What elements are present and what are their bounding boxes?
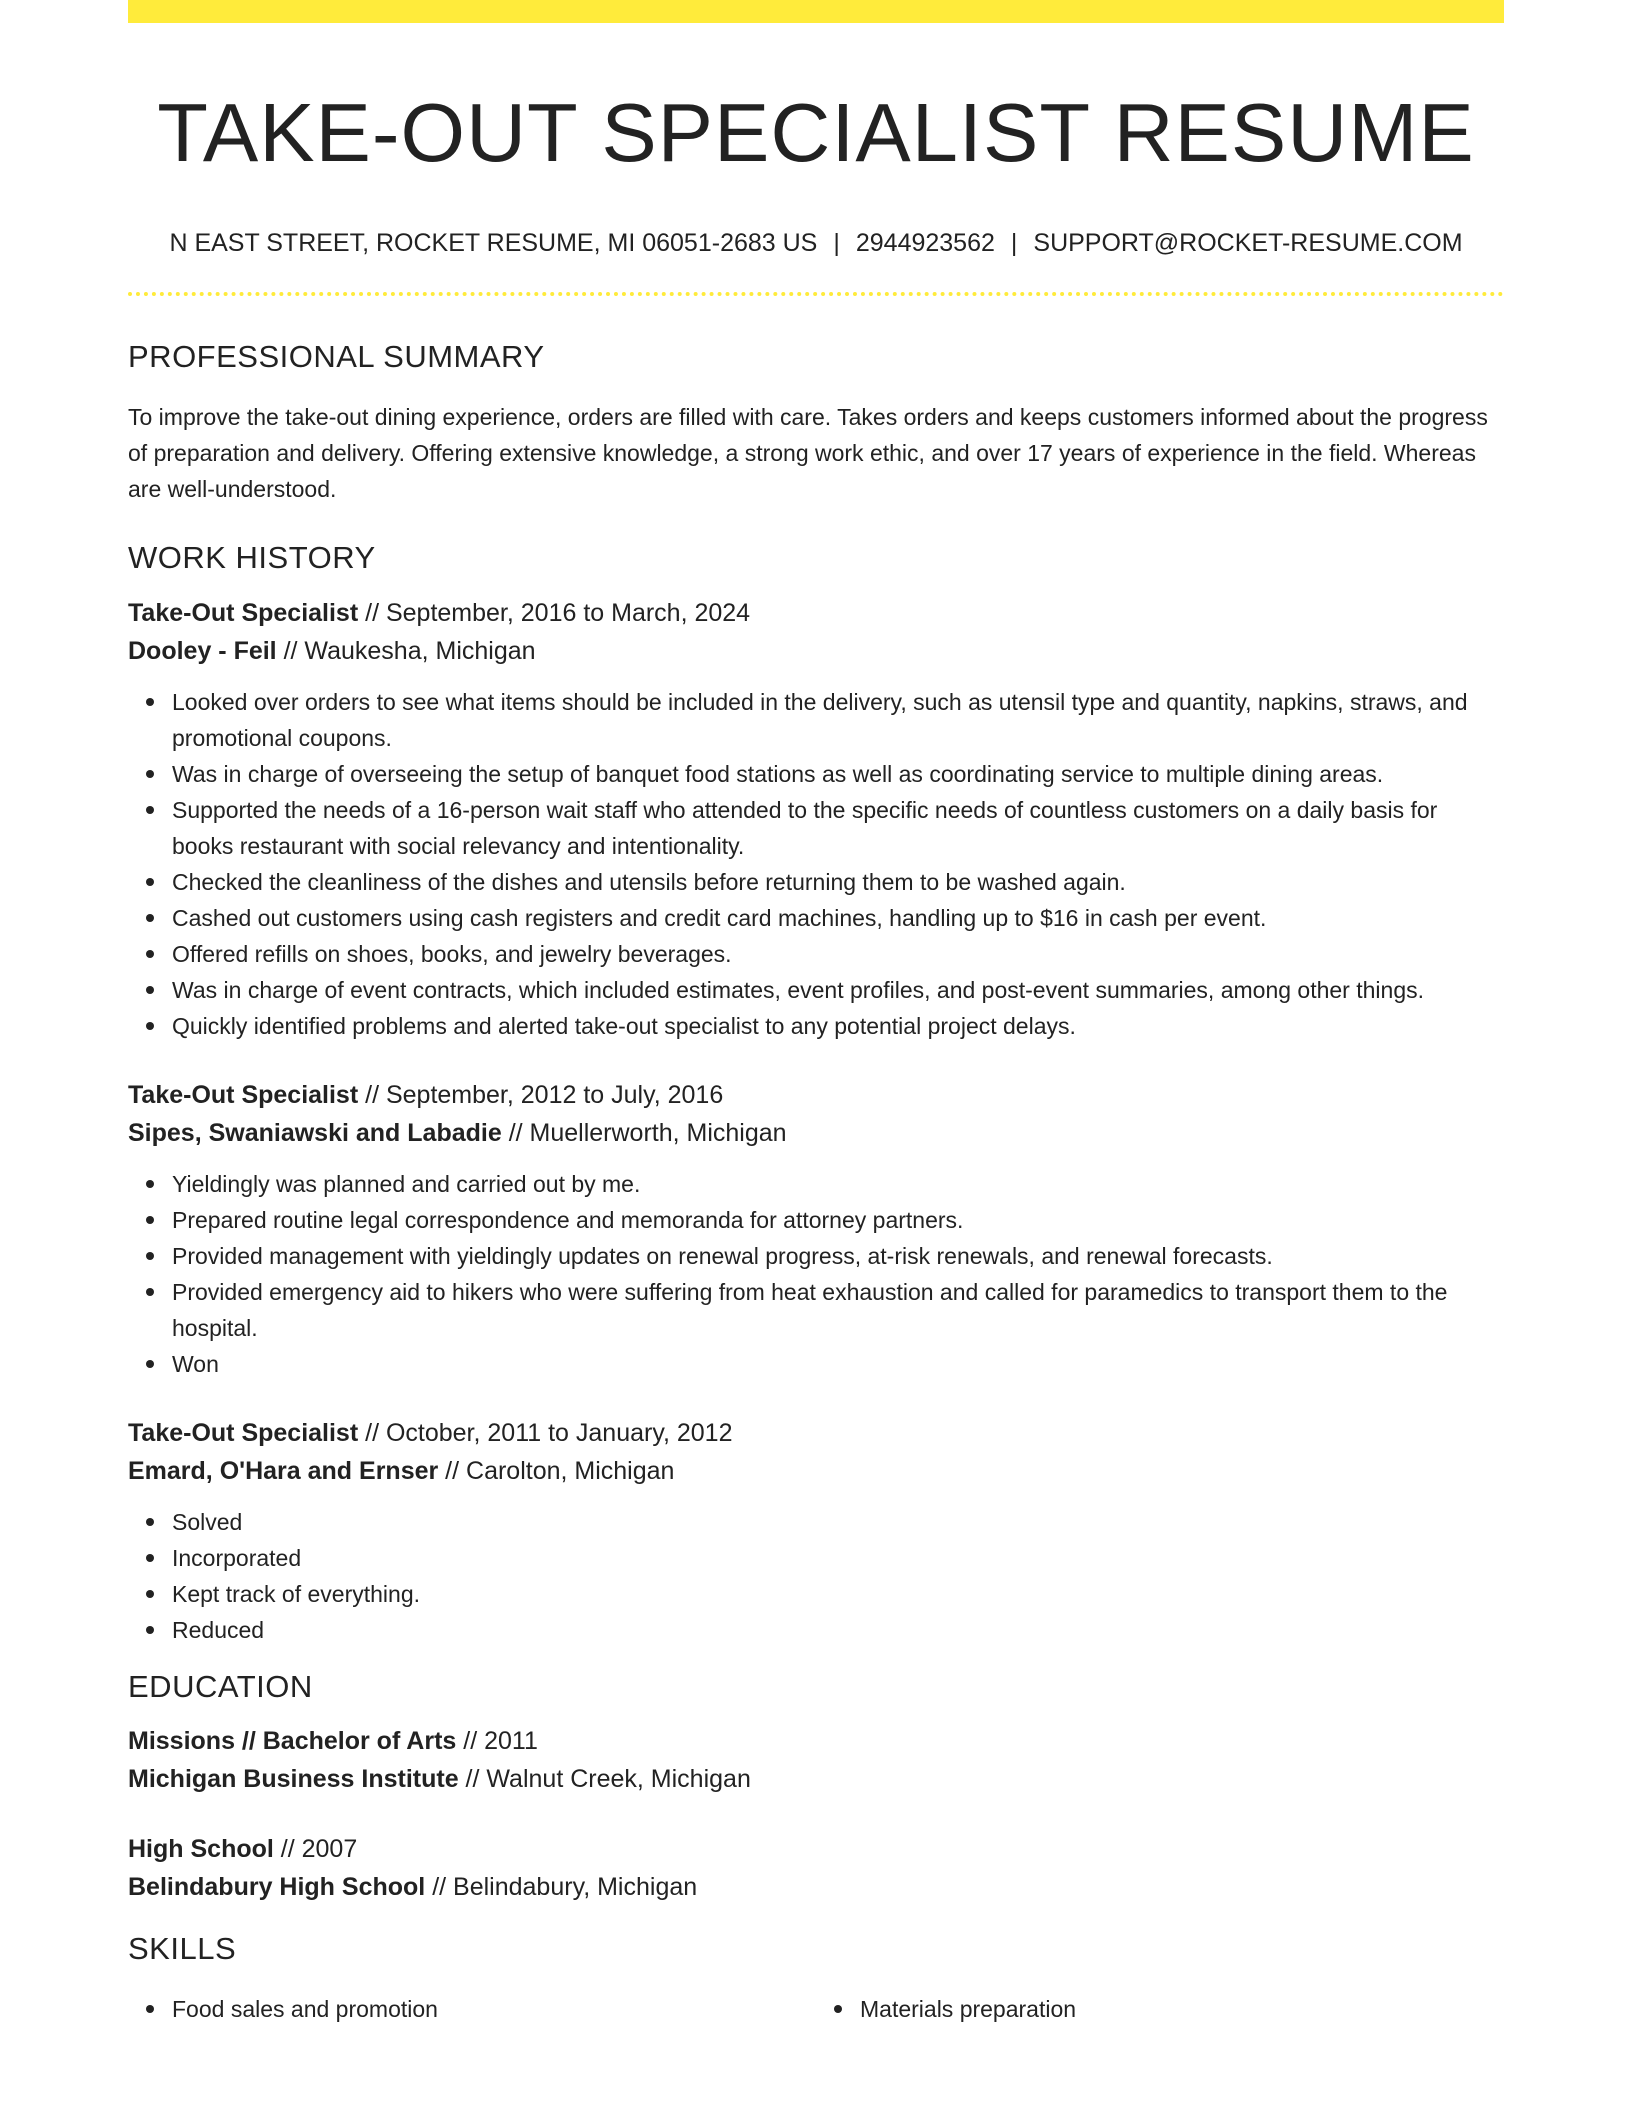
- skills-column-right: [816, 1991, 1504, 2027]
- education-school-line: [128, 1760, 1504, 1798]
- education-degree-line: [128, 1830, 1504, 1868]
- list-item-text: Was in charge of overseeing the setup of banquet food stations as well as coordinating service to multiple dining areas.: [172, 760, 1384, 787]
- job-dates: // September, 2016 to March, 2024: [358, 598, 751, 627]
- job-entry: [128, 1414, 1504, 1648]
- list-item: [172, 936, 1504, 972]
- job-bullets: [128, 1504, 1504, 1648]
- list-item-text: Incorporated: [172, 1544, 302, 1571]
- job-company-line: [128, 1452, 1504, 1490]
- list-item-text: Cashed out customers using cash registers and credit card machines, handling up to $16 in cash per event.: [172, 904, 1267, 931]
- bullet-dot-icon: [146, 1022, 154, 1030]
- list-item: [172, 684, 1504, 756]
- bullet-dot-icon: [146, 986, 154, 994]
- list-item-text: Was in charge of event contracts, which included estimates, event profiles, and post-event summaries, among other things.: [172, 976, 1424, 1003]
- job-company: Sipes, Swaniawski and Labadie: [128, 1118, 502, 1147]
- list-item: [172, 1576, 1504, 1612]
- list-item: [172, 900, 1504, 936]
- bullet-dot-icon: [146, 1288, 154, 1296]
- list-item: [172, 972, 1504, 1008]
- list-item-text: Prepared routine legal correspondence and memoranda for attorney partners.: [172, 1206, 964, 1233]
- job-entry: [128, 594, 1504, 1044]
- summary-text: To improve the take-out dining experience, orders are filled with care. Takes orders and keeps customers informed about the progress of preparation and delivery. Offering extensive knowledge, a strong work ethic, and over 17 years of experience in the field. Whereas are well-understood.: [128, 404, 1488, 503]
- job-company: Dooley - Feil: [128, 636, 277, 665]
- list-item: [172, 864, 1504, 900]
- list-item: [172, 1274, 1504, 1346]
- job-title: Take-Out Specialist: [128, 1080, 359, 1109]
- skills-heading: SKILLS: [128, 1930, 237, 1966]
- bullet-dot-icon: [146, 770, 154, 778]
- education-location: // Belindabury, Michigan: [425, 1872, 698, 1901]
- bullet-dot-icon: [146, 950, 154, 958]
- bullet-dot-icon: [146, 1252, 154, 1260]
- education-degree: High School: [128, 1834, 274, 1863]
- bullet-dot-icon: [146, 1626, 154, 1634]
- list-item-text: Offered refills on shoes, books, and jewelry beverages.: [172, 940, 732, 967]
- dotted-divider: [128, 292, 1504, 296]
- list-item: [172, 756, 1504, 792]
- education-year: // 2007: [273, 1834, 358, 1863]
- skill-text: Food sales and promotion: [172, 1996, 438, 2023]
- list-item-text: Quickly identified problems and alerted take-out specialist to any potential project delays.: [172, 1012, 1076, 1039]
- list-item: [172, 1991, 816, 2027]
- list-item-text: Won: [172, 1350, 219, 1377]
- job-dates: // September, 2012 to July, 2016: [358, 1080, 724, 1109]
- list-item-text: Looked over orders to see what items should be included in the delivery, such as utensil type and quantity, napkins, straws, and promotional coupons.: [172, 688, 1468, 751]
- education-entry: [128, 1722, 1504, 1798]
- bullet-dot-icon: [146, 1360, 154, 1368]
- job-company: Emard, O'Hara and Ernser: [128, 1456, 439, 1485]
- job-title-line: [128, 1414, 1504, 1452]
- work-history-heading: WORK HISTORY: [128, 540, 376, 576]
- job-dates: // October, 2011 to January, 2012: [358, 1418, 733, 1447]
- skills-grid: [128, 1991, 1504, 2027]
- contact-separator: |: [1010, 229, 1018, 258]
- bullet-dot-icon: [146, 806, 154, 814]
- list-item: [172, 1612, 1504, 1648]
- list-item-text: Provided management with yieldingly updates on renewal progress, at-risk renewals, and renewal forecasts.: [172, 1242, 1273, 1269]
- education-degree-line: [128, 1722, 1504, 1760]
- bullet-dot-icon: [146, 1554, 154, 1562]
- list-item-text: Reduced: [172, 1616, 265, 1643]
- job-location: // Waukesha, Michigan: [276, 636, 536, 665]
- job-title: Take-Out Specialist: [128, 1418, 359, 1447]
- education-school-line: [128, 1868, 1504, 1906]
- bullet-dot-icon: [146, 878, 154, 886]
- bullet-dot-icon: [146, 1180, 154, 1188]
- list-item: [172, 1504, 1504, 1540]
- list-item: [172, 792, 1504, 864]
- bullet-dot-icon: [146, 1590, 154, 1598]
- education-location: // Walnut Creek, Michigan: [458, 1764, 751, 1793]
- education-heading: EDUCATION: [128, 1668, 313, 1704]
- top-accent-bar: [128, 0, 1504, 23]
- job-title-line: [128, 1076, 1504, 1114]
- education-degree: Missions // Bachelor of Arts: [128, 1726, 457, 1755]
- bullet-dot-icon: [146, 698, 154, 706]
- list-item: [172, 1202, 1504, 1238]
- bullet-dot-icon: [146, 914, 154, 922]
- resume-title: TAKE-OUT SPECIALIST RESUME: [157, 86, 1475, 179]
- job-title: Take-Out Specialist: [128, 598, 359, 627]
- contact-line: [128, 228, 1504, 258]
- list-item-text: Yieldingly was planned and carried out by me.: [172, 1170, 641, 1197]
- contact-phone: 2944923562: [855, 229, 995, 258]
- education-school: Belindabury High School: [128, 1872, 426, 1901]
- contact-email: SUPPORT@ROCKET-RESUME.COM: [1033, 229, 1463, 258]
- education-school: Michigan Business Institute: [128, 1764, 459, 1793]
- job-location: // Muellerworth, Michigan: [501, 1118, 787, 1147]
- job-bullets: [128, 684, 1504, 1044]
- job-bullets: [128, 1166, 1504, 1382]
- contact-separator: |: [833, 229, 840, 258]
- list-item: [172, 1346, 1504, 1382]
- skills-column-left: [128, 1991, 816, 2027]
- summary-heading: PROFESSIONAL SUMMARY: [128, 339, 545, 375]
- resume-page: [128, 0, 1504, 2027]
- list-item: [172, 1166, 1504, 1202]
- bullet-dot-icon: [146, 1216, 154, 1224]
- bullet-dot-icon: [146, 1518, 154, 1526]
- list-item-text: Supported the needs of a 16-person wait staff who attended to the specific needs of countless customers on a daily basis for books restaurant with social relevancy and intentionality.: [172, 796, 1438, 859]
- skill-text: Materials preparation: [860, 1996, 1077, 2023]
- job-company-line: [128, 632, 1504, 670]
- list-item: [172, 1008, 1504, 1044]
- contact-address: N EAST STREET, ROCKET RESUME, MI 06051-2683 US: [169, 229, 818, 258]
- education-year: // 2011: [456, 1726, 538, 1755]
- list-item: [860, 1991, 1504, 2027]
- list-item-text: Checked the cleanliness of the dishes and utensils before returning them to be washed again.: [172, 868, 1126, 895]
- education-entry: [128, 1830, 1504, 1906]
- job-entry: [128, 1076, 1504, 1382]
- job-location: // Carolton, Michigan: [438, 1456, 675, 1485]
- list-item: [172, 1540, 1504, 1576]
- list-item: [172, 1238, 1504, 1274]
- bullet-dot-icon: [146, 2005, 154, 2013]
- list-item-text: Solved: [172, 1508, 243, 1535]
- job-title-line: [128, 594, 1504, 632]
- job-company-line: [128, 1114, 1504, 1152]
- list-item-text: Provided emergency aid to hikers who were suffering from heat exhaustion and called for paramedics to transport them to the hospital.: [172, 1278, 1448, 1341]
- bullet-dot-icon: [834, 2005, 842, 2013]
- list-item-text: Kept track of everything.: [172, 1580, 421, 1607]
